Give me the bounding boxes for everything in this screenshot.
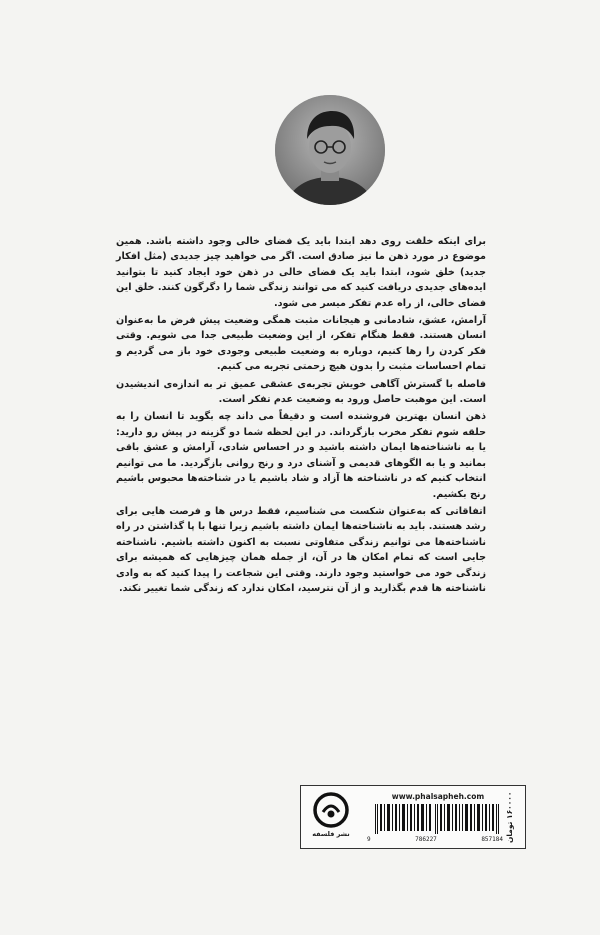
blurb-paragraph: آرامش، عشق، شادمانی و هیجانات مثبت همگی وضعیت پیش فرض ما به‌عنوان انسان هستند. فقط هنگام تفکر، از این وضعیت طبیعی جدا می شویم. وقتی فکر کردن را رها کنیم، دوباره به وضعیت طبیعی وجودی خود باز می گردیم و تمام احساسات مثبت را بدون هیچ زحمتی تجربه می کنیم. [116, 315, 486, 373]
barcode-digit-group: 786227 [415, 836, 437, 843]
price-label: ۱۶۰۰۰۰ تومان [505, 791, 514, 843]
publisher-logo [307, 792, 355, 844]
blurb-paragraph: فاصله با گسترش آگاهی خویش تجربه‌ی عشقی عمیق تر به اندازه‌ی اندیشیدن است. این موهبت حاصل ورود به وضعیت عدم تفکر است. [116, 378, 486, 406]
publisher-website: www.phalsapheh.com [391, 792, 485, 801]
publisher-name: نشر فلسفه [312, 830, 350, 838]
isbn-barcode [375, 804, 501, 834]
barcode-digit-group: 857184 [481, 836, 503, 843]
author-photo [275, 95, 385, 205]
barcode-box [300, 785, 526, 849]
blurb-paragraph: ذهن انسان بهترین فروشنده است و دقیقاً می داند چه بگوید تا انسان را به حلقه شوم تفکر مخرب بازگرداند. در این لحظه شما دو گزینه در پیش رو دارید: یا به ناشناخته‌ها ایمان داشته باشید و در احساس شادی، آرامش و عشق باقی بمانید و یا به الگوهای قدیمی و آشنای درد و رنج روانی بازگردید. ما می توانیم انتخاب کنیم که در ناشناخته ها آزاد و شاد باشیم یا در شناخته‌ها محبوس باشیم رنج بکشیم. [116, 411, 486, 500]
barcode-digits [367, 836, 503, 843]
publisher-logo-icon [313, 792, 349, 828]
back-cover-blurb [116, 234, 486, 598]
barcode-digit-group: 9 [367, 836, 371, 843]
blurb-paragraph: برای اینکه خلقت روی دهد ابتدا باید یک فضای خالی وجود داشته باشد. همین موضوع در مورد ذهن ما نیز صادق است. اگر می خواهید چیز جدیدی (مثل افکار جدید) خلق شود، ابتدا باید یک فضای خالی در ذهن خود ایجاد کنید تا بتوانید ایده‌های جدیدی دریافت کنید که می توانند زندگی شما را دگرگون کنند. خلق این فضای خالی، از راه عدم تفکر میسر می شود. [116, 236, 486, 309]
blurb-paragraph: اتفاقاتی که به‌عنوان شکست می شناسیم، فقط درس ها و فرصت هایی برای رشد هستند. باید به ناشناخته‌ها ایمان داشته باشیم زیرا تنها با پا گذاشتن در راه ناشناخته‌ها می توانیم زندگی متفاوتی نسبت به اکنون داشته باشیم. ناشناخته جایی است که تمام امکان ها در آن، از جمله همان چیزهایی که همیشه برای زندگی خود می خواستید وجود دارند. وقتی این شجاعت را پیدا کنید که به وادی ناشناخته ها قدم بگذارید و از آن نترسید، امکان ندارد که زندگی شما تغییر نکند. [116, 505, 486, 594]
